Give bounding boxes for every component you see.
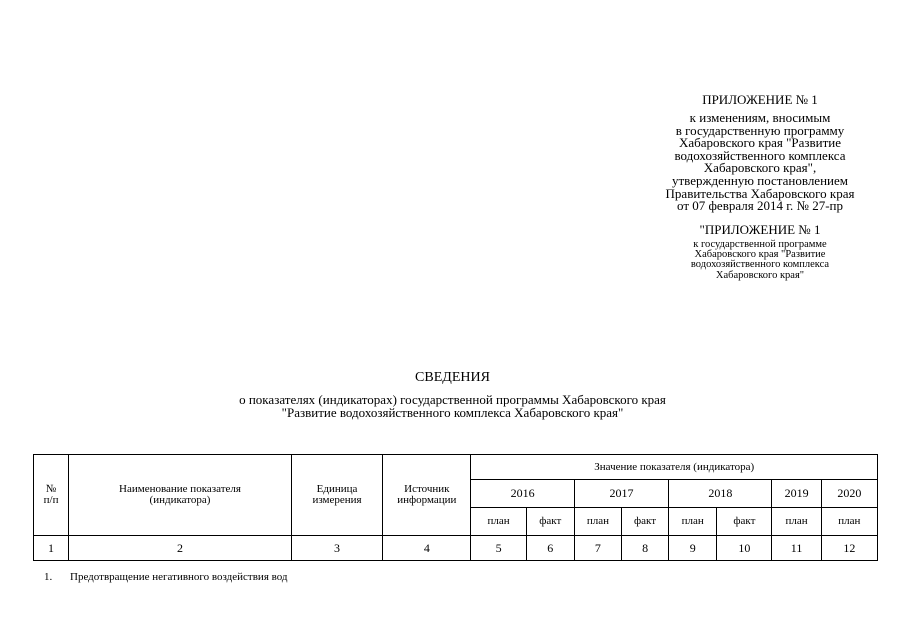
section-number: 1.: [44, 571, 53, 583]
section-row: [44, 571, 288, 583]
fact-label: факт: [526, 508, 574, 536]
year-2019: 2019: [772, 480, 821, 508]
appendix-line: утвержденную постановлением: [671, 172, 848, 188]
column-number: 2: [69, 536, 292, 561]
column-number: 3: [291, 536, 382, 561]
column-number: 11: [772, 536, 821, 561]
appendix-line: в государственную программу: [675, 122, 845, 138]
header-unit-line2: измерения: [312, 494, 362, 506]
column-number: 1: [34, 536, 69, 561]
appendix-line-2: Хабаровского края": [715, 269, 805, 281]
year-2017: 2017: [574, 480, 668, 508]
column-number: 5: [471, 536, 526, 561]
appendix-line: к изменениям, вносимым: [689, 110, 831, 125]
indicators-table: [33, 454, 878, 561]
header-name-line2: (индикатора): [149, 494, 211, 506]
header-source: [383, 455, 471, 536]
plan-label: план: [669, 508, 717, 536]
year-2020: 2020: [821, 480, 877, 508]
header-source-line1: Источник: [404, 483, 450, 495]
header-value-group: Значение показателя (индикатора): [471, 455, 878, 480]
appendix-title: ПРИЛОЖЕНИЕ № 1: [702, 92, 818, 107]
document-title: СВЕДЕНИЯ: [415, 370, 490, 385]
year-2018: 2018: [669, 480, 772, 508]
appendix-line-2: к государственной программе: [693, 239, 827, 250]
plan-label: план: [772, 508, 821, 536]
column-number: 10: [717, 536, 772, 561]
header-num-line1: №: [45, 483, 57, 495]
appendix-line-2: водохозяйственного комплекса: [690, 259, 830, 271]
header-name-line1: Наименование показателя: [119, 483, 241, 495]
column-number: 4: [383, 536, 471, 561]
header-unit-line1: Единица: [316, 483, 358, 495]
column-number: 7: [574, 536, 621, 561]
appendix-text-2: [635, 240, 885, 281]
header-source-line2: информации: [397, 494, 457, 506]
document-subtitle: [0, 393, 905, 419]
plan-label: план: [471, 508, 526, 536]
header-name: [69, 455, 292, 536]
appendix-line: Хабаровского края "Развитие: [678, 135, 842, 151]
appendix-line: Хабаровского края",: [703, 160, 817, 176]
appendix-line: от 07 февраля 2014 г. № 27-пр: [677, 198, 843, 214]
plan-label: план: [821, 508, 877, 536]
year-2016: 2016: [471, 480, 574, 508]
column-number: 6: [526, 536, 574, 561]
header-num-line2: п/п: [43, 494, 59, 506]
column-number: 9: [669, 536, 717, 561]
appendix-text: [620, 112, 900, 213]
column-number: 12: [821, 536, 877, 561]
appendix-line: водохозяйственного комплекса: [674, 147, 846, 163]
appendix-title-2: "ПРИЛОЖЕНИЕ № 1: [699, 222, 821, 237]
header-unit: [291, 455, 382, 536]
plan-label: план: [574, 508, 621, 536]
fact-label: факт: [717, 508, 772, 536]
section-title: Предотвращение негативного воздействия вод: [70, 571, 288, 583]
fact-label: факт: [621, 508, 668, 536]
subtitle-line-2: "Развитие водохозяйственного комплекса Хабаровского края": [281, 405, 624, 420]
header-num: [34, 455, 69, 536]
column-number: 8: [621, 536, 668, 561]
subtitle-line-1: о показателях (индикаторах) государственной программы Хабаровского края: [239, 392, 666, 407]
appendix-line: Правительства Хабаровского края: [665, 185, 855, 201]
appendix-line-2: Хабаровского края "Развитие: [694, 249, 826, 261]
